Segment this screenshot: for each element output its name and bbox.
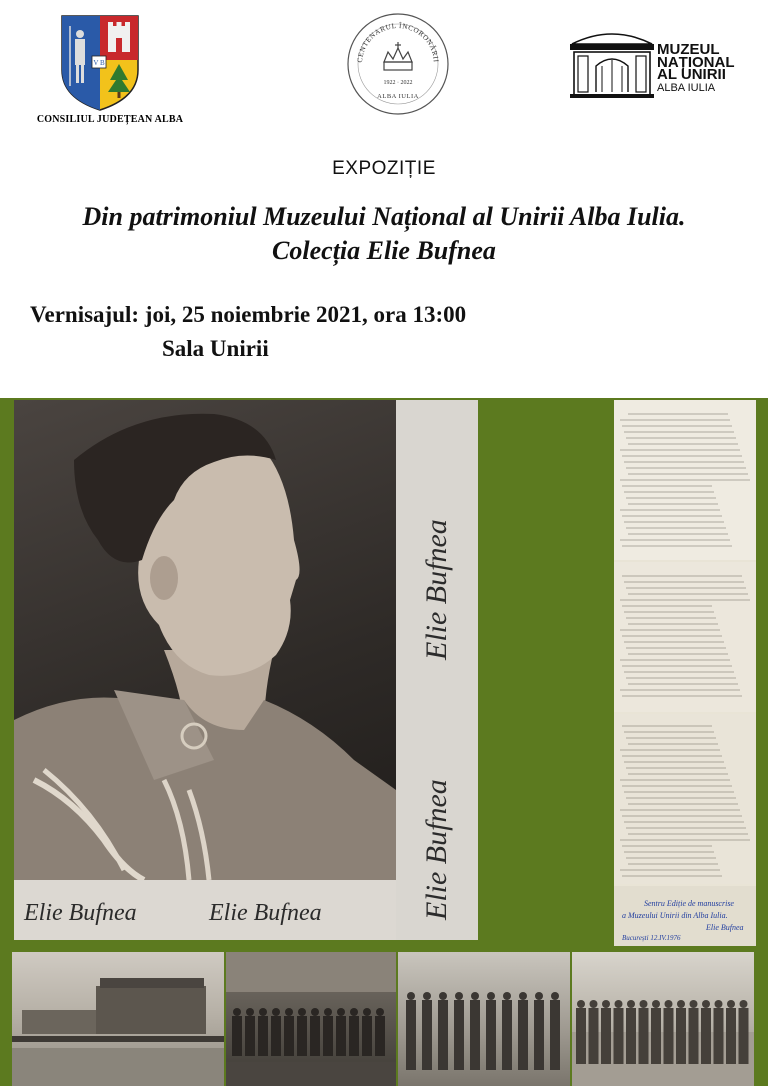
alba-county-crest-icon bbox=[58, 12, 142, 112]
officer-portrait-image bbox=[14, 400, 396, 880]
venue: Sala Unirii bbox=[162, 336, 269, 361]
council-label: CONSILIUL JUDEȚEAN ALBA bbox=[36, 114, 184, 125]
dedication-signature: Elie Bufnea bbox=[706, 923, 744, 932]
dedication-line-1: Sentru Ediție de manuscrise bbox=[644, 899, 734, 908]
photo-railway-wagons bbox=[12, 952, 224, 1086]
museum-line-3: AL UNIRII bbox=[657, 66, 726, 83]
dedication-line-2: a Muzeului Unirii din Alba Iulia. bbox=[622, 911, 728, 920]
svg-text:V B: V B bbox=[93, 59, 105, 67]
exhibition-title-line-2: Colecția Elie Bufnea bbox=[272, 236, 496, 265]
opening-date: Vernisajul: joi, 25 noiembrie 2021, ora 13:00 bbox=[30, 302, 467, 327]
museum-line-1: MUZEUL bbox=[657, 41, 720, 58]
centenary-years: 1922 · 2022 bbox=[383, 80, 413, 86]
exhibition-label: EXPOZIȚIE bbox=[332, 158, 436, 179]
exhibition-title-line-1: Din patrimoniul Muzeului Național al Unirii Alba Iulia. bbox=[82, 202, 686, 231]
signature-strip-bottom bbox=[14, 880, 396, 940]
signature-strip-side bbox=[396, 400, 478, 940]
signature-side-1: Elie Bufnea bbox=[420, 779, 453, 920]
signature-2: Elie Bufnea bbox=[209, 900, 322, 926]
museum-name bbox=[657, 41, 735, 94]
documents-strip bbox=[614, 400, 756, 946]
museum-line-4: ALBA IULIA bbox=[657, 81, 716, 94]
signature-1: Elie Bufnea bbox=[24, 900, 137, 926]
photo-officers-group bbox=[398, 952, 570, 1086]
museum-building-icon bbox=[568, 26, 656, 100]
signature-side-2: Elie Bufnea bbox=[420, 519, 453, 660]
portrait-photo bbox=[14, 400, 396, 880]
portrait-card bbox=[14, 400, 478, 940]
photo-troops-formation bbox=[572, 952, 754, 1086]
centenary-city: ALBA IULIA bbox=[377, 93, 419, 100]
centenary-crown-seal-icon bbox=[346, 12, 450, 116]
museum-line-2: NAȚIONAL bbox=[657, 53, 735, 71]
centenary-arc-text: CENTENARUL ÎNCORONĂRII bbox=[355, 21, 440, 63]
dedication-date: București 12.IV.1976 bbox=[622, 934, 681, 942]
photo-group-gathering bbox=[226, 952, 396, 1086]
